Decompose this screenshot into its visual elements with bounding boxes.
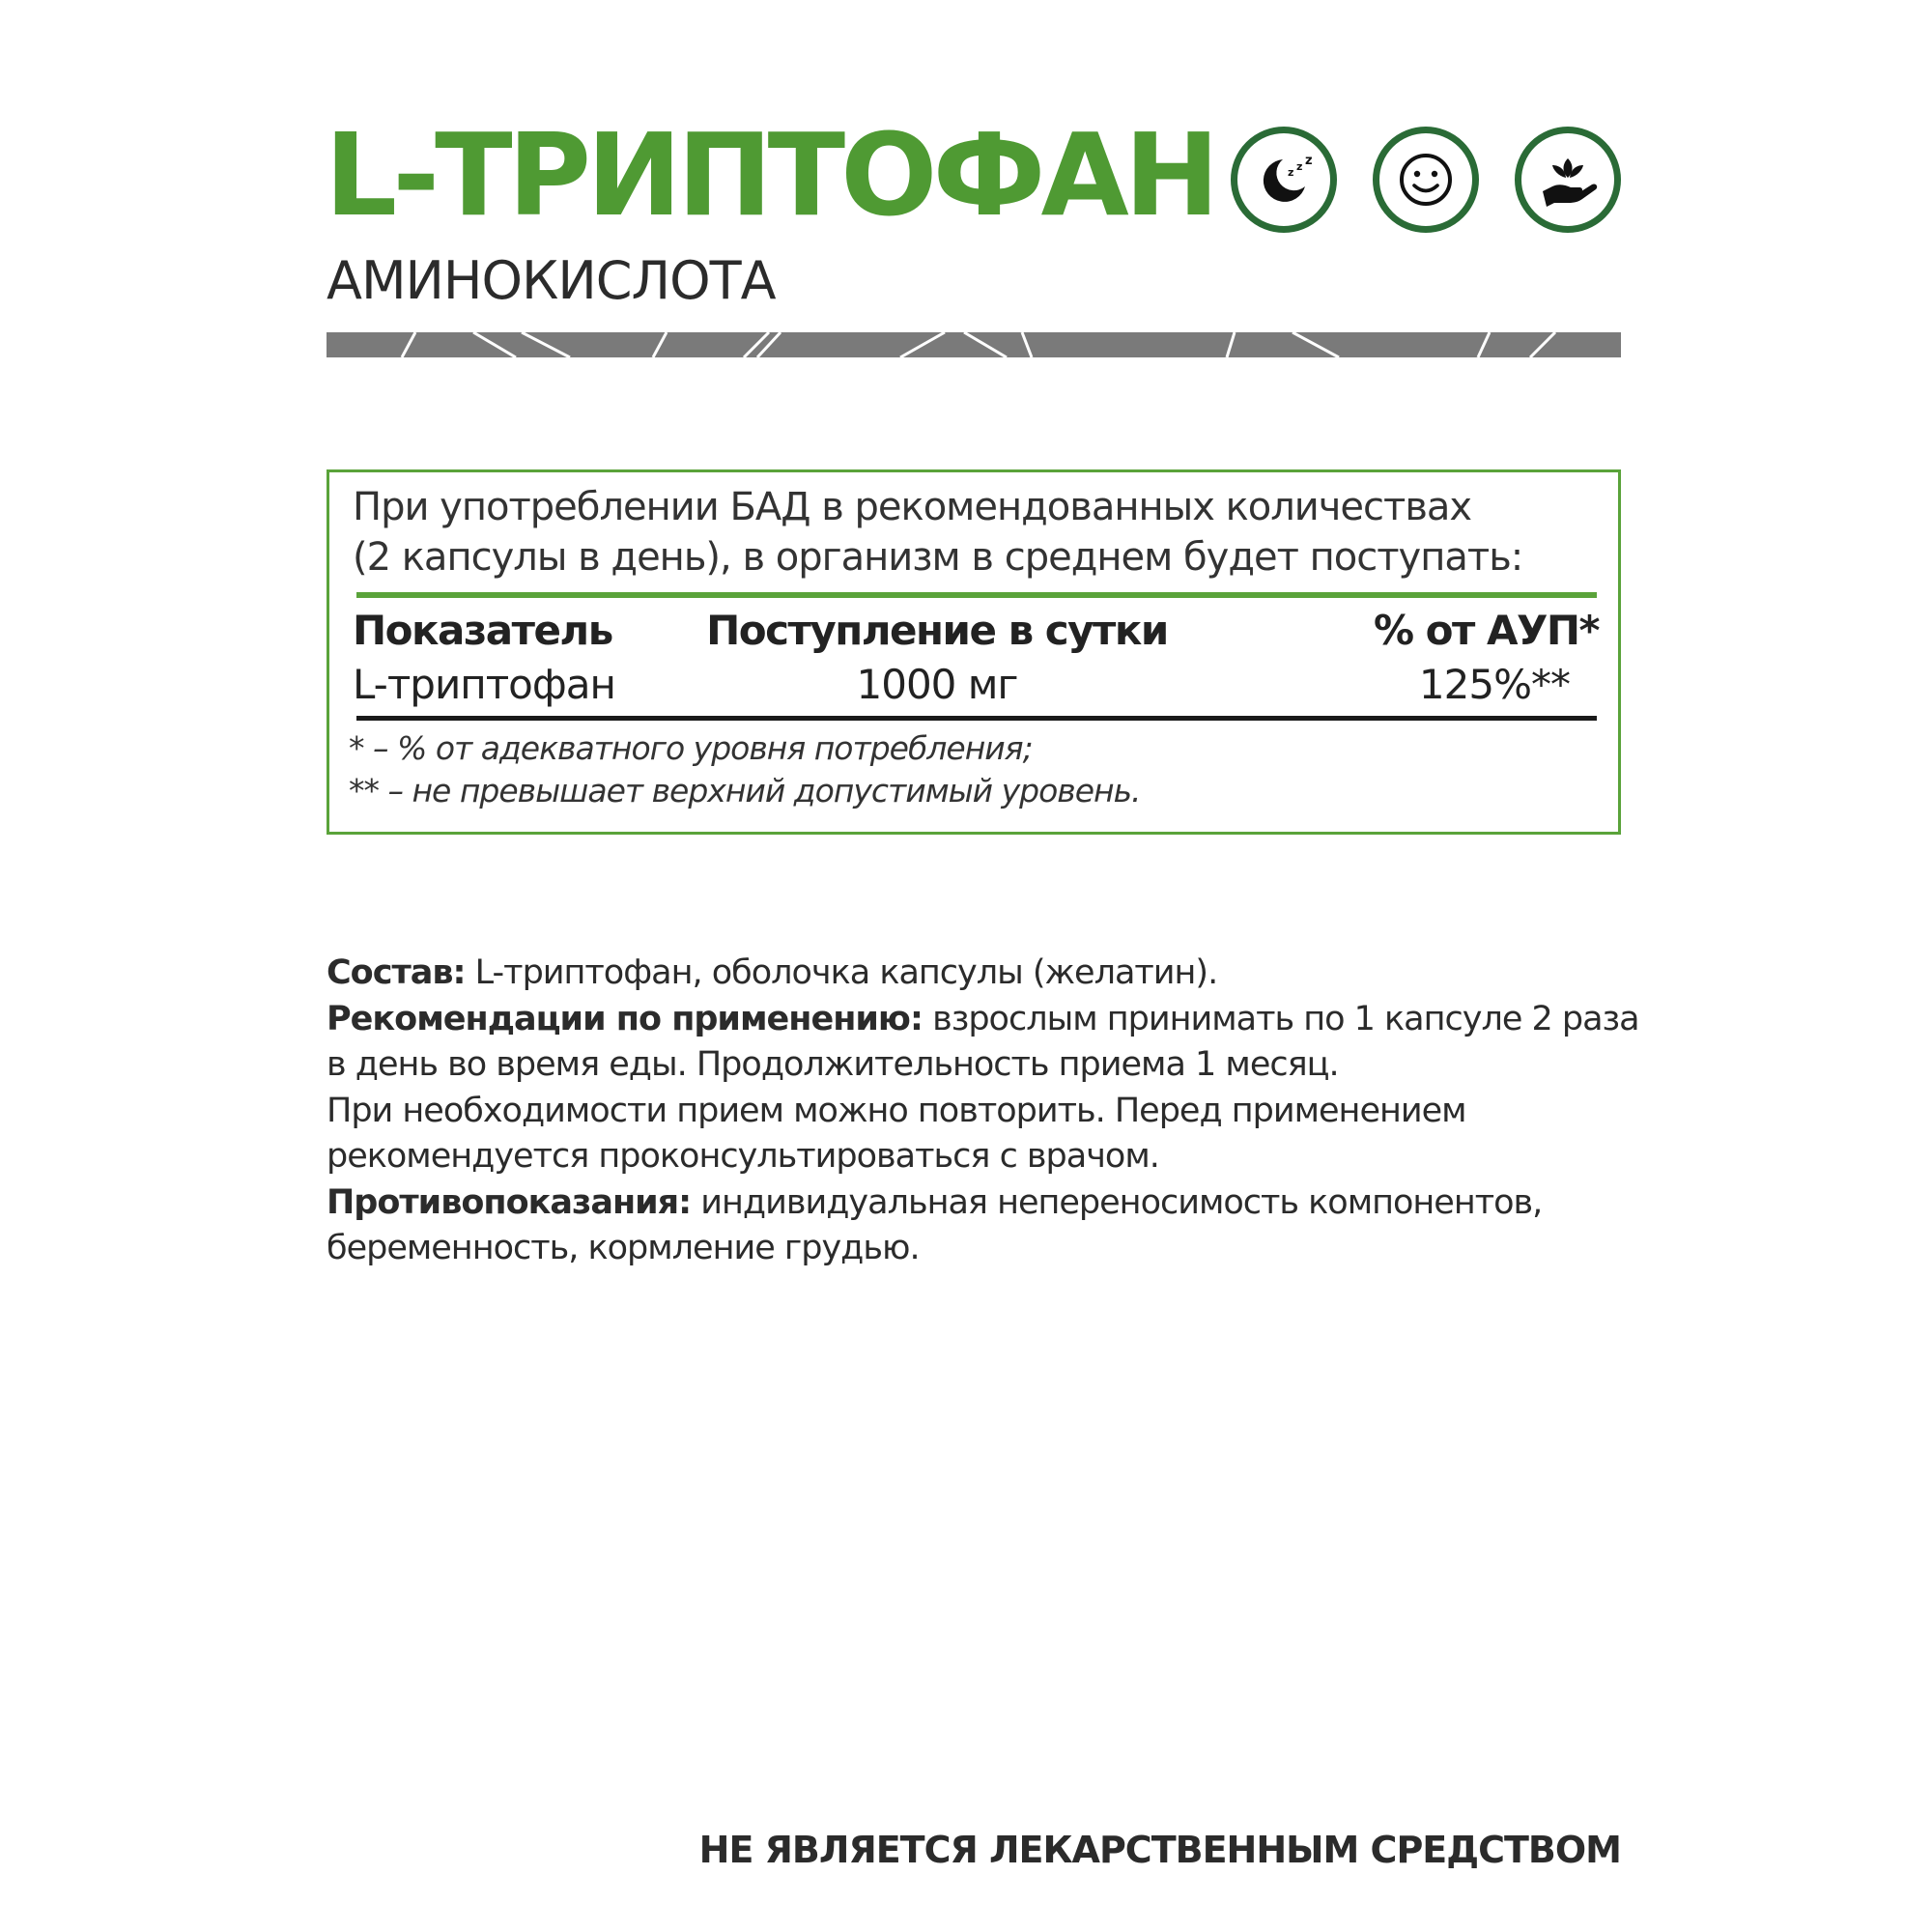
contraindications-line: беременность, кормление грудью. [327,1229,920,1267]
product-title: L-ТРИПТОФАН [325,108,1215,242]
header-indicator: Показатель [353,607,612,654]
contraindications-text: индивидуальная непереносимость компонентов, [700,1182,1543,1222]
footnotes [349,727,1141,812]
usage-line [327,997,1639,1043]
contraindications-label: Противопоказания: [327,1182,692,1222]
usage-line: При необходимости прием можно повторить. Перед применением [327,1091,1466,1130]
lotus-hand-icon [1515,127,1621,233]
header-daily-intake: Поступление в сутки [706,607,1168,654]
usage-line: рекомендуется проконсультироваться с врачом. [327,1137,1159,1176]
contraindications-line [327,1180,1621,1227]
smiley-face-icon [1373,127,1479,233]
intake-intro [353,482,1599,582]
product-subtitle: АМИНОКИСЛОТА [327,250,776,311]
table-bottom-rule [356,716,1597,721]
svg-text:z: z [1288,166,1294,179]
footnote: ** – не превышает верхний допустимый уровень. [349,772,1141,810]
nutrition-info-box [327,469,1621,835]
sleep-moon-icon [1231,127,1337,233]
composition-section [327,951,1639,1272]
intake-intro-line: (2 капсулы в день), в организм в среднем будет поступать: [353,535,1523,580]
table-header-row [353,604,1599,658]
disclaimer: НЕ ЯВЛЯЕТСЯ ЛЕКАРСТВЕННЫМ СРЕДСТВОМ [698,1829,1621,1871]
usage-label: Рекомендации по применению: [327,999,923,1038]
table-row [353,658,1599,712]
intake-intro-line: При употреблении БАД в рекомендованных количествах [353,485,1472,529]
usage-text: взрослым принимать по 1 капсуле 2 раза [932,999,1639,1038]
composition-text: L-триптофан, оболочка капсулы (желатин). [474,953,1218,992]
header-percent: % от АУП* [1373,607,1599,654]
composition-line [327,951,1621,997]
svg-text:z: z [1305,154,1313,168]
svg-text:z: z [1296,160,1303,173]
usage-line: в день во время еды. Продолжительность приема 1 месяц. [327,1045,1339,1084]
row-daily-intake: 1000 мг [856,661,1018,708]
decorative-divider-band [327,332,1621,357]
row-percent: 125%** [1418,661,1570,708]
footnote: * – % от адекватного уровня потребления; [349,729,1033,767]
table-top-rule [356,592,1597,598]
row-indicator: L-триптофан [353,661,615,708]
composition-label: Состав: [327,953,466,992]
